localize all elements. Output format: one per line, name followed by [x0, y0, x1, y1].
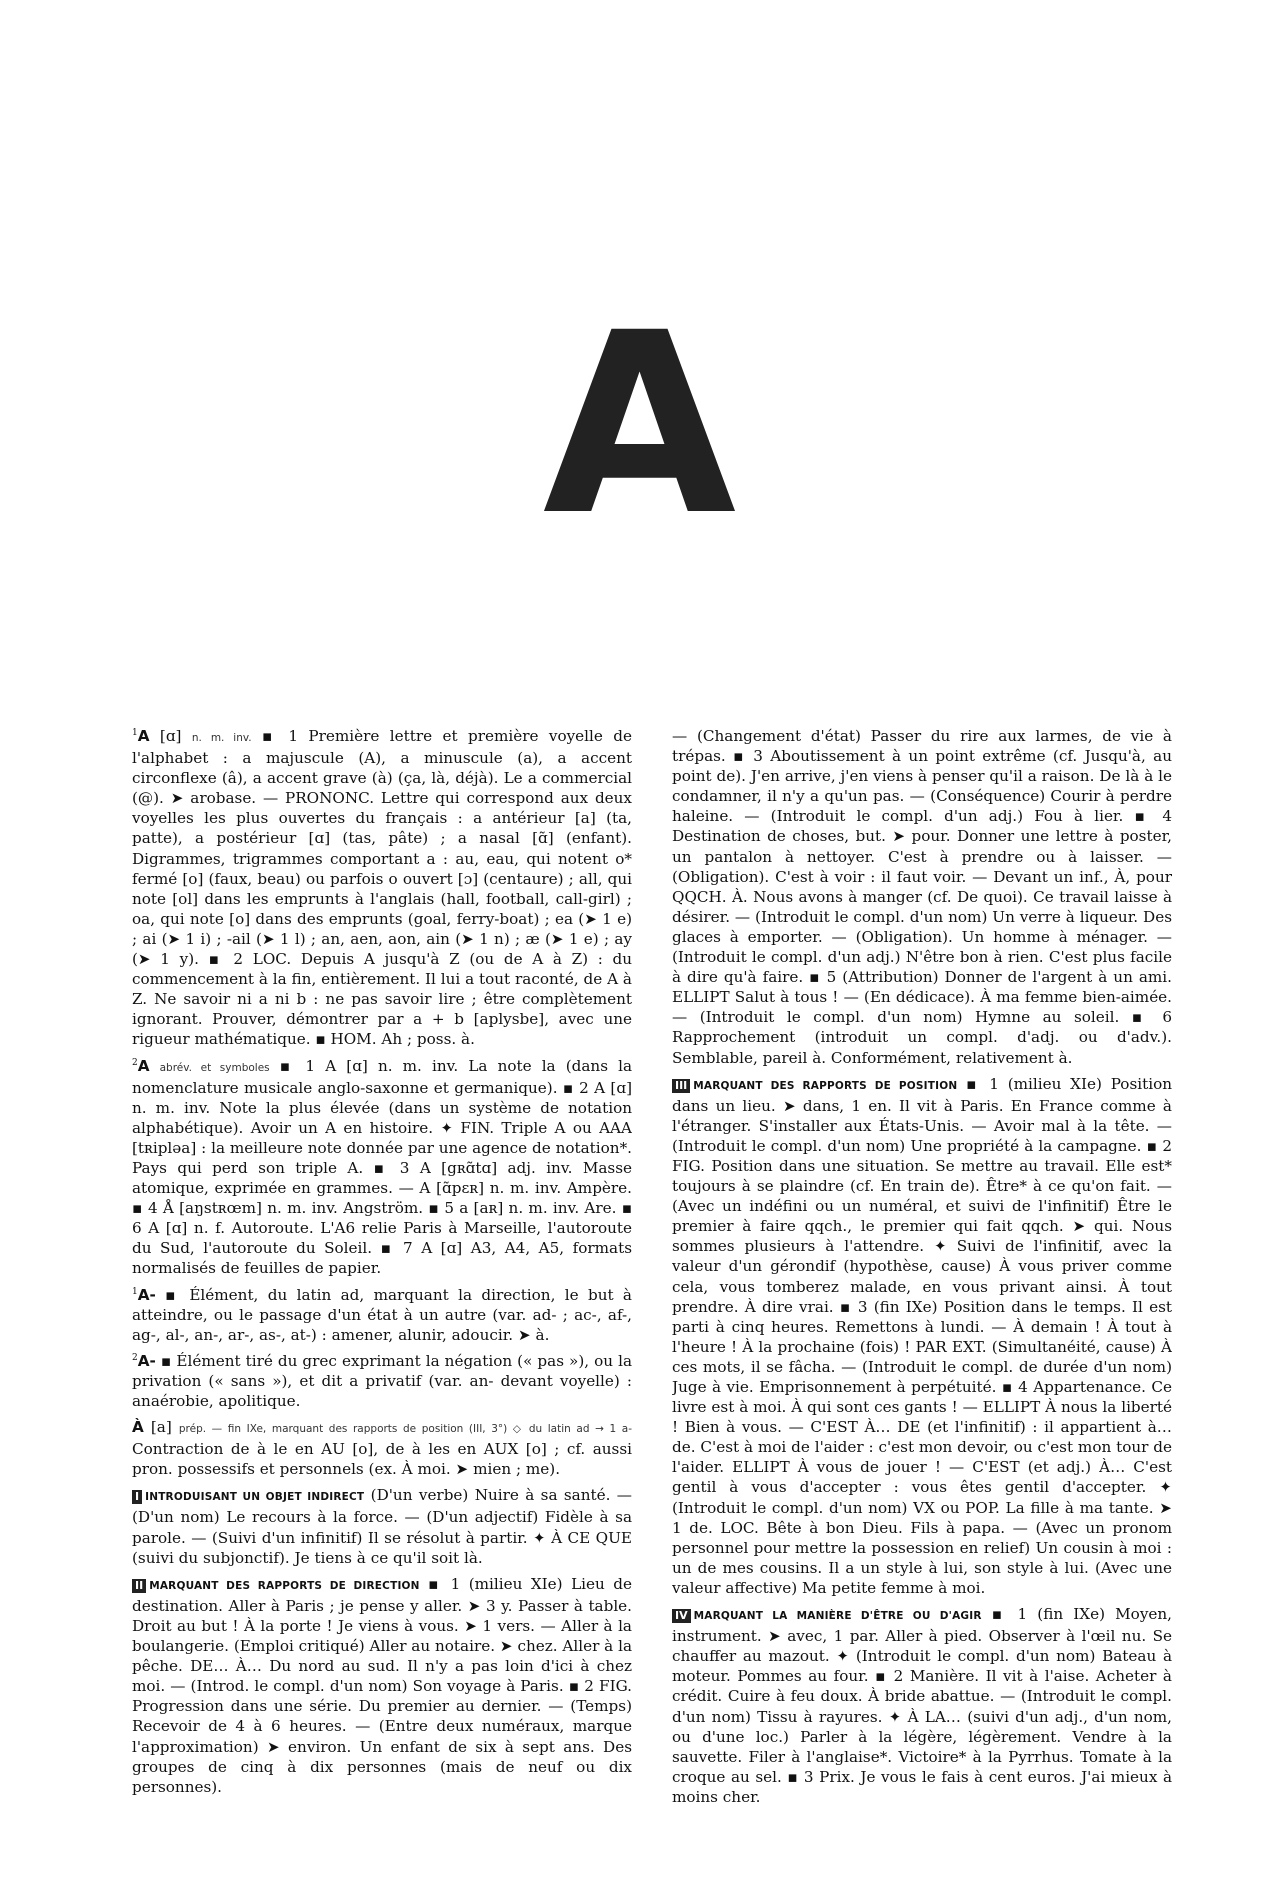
section-number: II [132, 1579, 146, 1593]
dictionary-entry [132, 1285, 632, 1345]
dictionary-entry [132, 726, 632, 1050]
homonym-number: 2 [132, 1057, 138, 1068]
dictionary-entry [132, 1417, 632, 1479]
dictionary-entry [132, 1351, 632, 1411]
section-title: MARQUANT DES RAPPORTS DE DIRECTION [149, 1579, 420, 1592]
pronunciation: [ɑ] [149, 727, 192, 745]
headword: A [137, 727, 150, 745]
pronunciation: [a] [143, 1418, 179, 1437]
section-number: IV [672, 1609, 691, 1623]
section-number: I [132, 1490, 142, 1504]
entry-definition: ▪ 1 A [ɑ] n. m. inv. La note la (dans la nomenclature musicale anglo-saxonne et germanique). ▪ 2 A [ɑ] n. m. inv. Note la plus élevée (dans un système de notation alphabétique). Avoir un A en histoire. ✦ FIN. Triple A ou AAA [tʀipləa] : la meilleure note donnée par une agence de notation*. Pays qui perd son triple A. ▪ 3 A [gʀɑ̃tɑ] adj. inv. Masse atomique, exprimée en grammes. — A [ɑ̃pɛʀ] n. m. inv. Ampère. ▪ 4 Å [aŋstʀœm] n. m. inv. Angström. ▪ 5 a [aʀ] n. m. inv. Are. ▪ 6 A [ɑ] n. f. Autoroute. L'A6 relie Paris à Marseille, l'autoroute du Sud, l'autoroute du Soleil. ▪ 7 A [ɑ] A3, A4, A5, formats normalisés de feuilles de papier. [132, 1056, 632, 1278]
headword: A- [137, 1285, 156, 1304]
grammar-label: prép. — fin IXe, marquant des rapports de position (III, 3°) ◇ du latin ad → 1 a- [178, 1423, 632, 1436]
dictionary-entry [132, 1574, 632, 1797]
entry-definition: ▪ 1 (fin IXe) Moyen, instrument. ➤ avec, 1 par. Aller à pied. Observer à l'œil nu. Se chauffer au mazout. ✦ (Introduit le compl. d'un nom) Bateau à moteur. Pommes au four. ▪ 2 Manière. Il vit à l'aise. Acheter à crédit. Cuire à feu doux. À bride abattue. — (Introduit le compl. d'un nom) Tissu à rayures. ✦ À LA… (suivi d'un adj., d'un nom, ou d'une loc.) Parler à la légère, légèrement. Vendre à la sauvette. Filer à l'anglaise*. Victoire* à la Pyrrhus. Tomate à la croque au sel. ▪ 3 Prix. Je vous le fais à cent euros. J'ai mieux à moins cher. [672, 1605, 1172, 1806]
homonym-number: 1 [132, 1286, 138, 1297]
grammar-label: n. m. inv. [191, 732, 252, 744]
section-title: MARQUANT DES RAPPORTS DE POSITION [693, 1079, 958, 1092]
grammar-label: abrév. et symboles [159, 1061, 270, 1074]
dictionary-entry [132, 1056, 632, 1279]
dictionary-entry [132, 1485, 632, 1567]
dictionary-entry [672, 1074, 1172, 1598]
headword: A- [137, 1351, 156, 1370]
homonym-number: 1 [132, 727, 138, 738]
entry-definition: ▪ 1 (milieu XIe) Position dans un lieu. ➤ dans, 1 en. Il vit à Paris. En France comme à l'étranger. S'installer aux États-Unis. — Avoir mal à la tête. — (Introduit le compl. d'un nom) Une propriété à la campagne. ▪ 2 FIG. Position dans une situation. Se mettre au travail. Elle est* toujours à se plaindre (cf. En train de). Être* à ce qu'on fait. — (Avec un indéfini ou un numéral, et suivi de l'infinitif) Être le premier à faire qqch., le premier qui fait qqch. ➤ qui. Nous sommes plusieurs à l'attendre. ✦ Suivi de l'infinitif, avec la valeur d'un gérondif (hypothèse, cause) À vous priver comme cela, vous tomberez malade, en vous privant ainsi. À tout prendre. À dire vrai. ▪ 3 (fin IXe) Position dans le temps. Il est parti à cinq heures. Remettons à lundi. — À demain ! À tout à l'heure ! À la prochaine (fois) ! PAR EXT. (Simultanéité, cause) À ces mots, il se fâcha. — (Introduit le compl. de durée d'un nom) Juge à vie. Emprisonnement à perpétuité. ▪ 4 Appartenance. Ce livre est à moi. À qui sont ces gants ! — ELLIPT À nous la liberté ! Bien à vous. — C'EST À… DE (et l'infinitif) : il appartient à… de. C'est à moi de l'aider : c'est mon devoir, ou c'est mon tour de l'aider. ELLIPT À vous de jouer ! — C'EST (et adj.) À… C'est gentil à vous d'accepter : vous êtes gentil d'accepter. ✦ (Introduit le compl. d'un nom) VX ou POP. La fille à ma tante. ➤ 1 de. LOC. Bête à bon Dieu. Fils à papa. — (Avec un pronom personnel pour mettre la possession en relief) Un cousin à moi : un de mes cousins. Il a un style à lui, son style à lui. (Avec une valeur affective) Ma petite femme à moi. [672, 1074, 1172, 1597]
headword: À [132, 1418, 144, 1437]
dictionary-entry [672, 726, 1172, 1068]
entry-definition: ▪ Élément, du latin ad, marquant la direction, le but à atteindre, ou le passage d'un état à un autre (var. ad- ; ac-, af-, ag-, al-, an-, ar-, as-, at-) : amener, alunir, adoucir. ➤ à. [132, 1285, 632, 1344]
headword: A [137, 1056, 150, 1075]
entry-definition: ▪ 1 Première lettre et première voyelle de l'alphabet : a majuscule (A), a minuscule (a), a accent circonflexe (â), a accent grave (à) (ça, là, déjà). Le a commercial (@). ➤ arobase. — PRONONC. Lettre qui correspond aux deux voyelles les plus ouvertes du français : a antérieur [a] (ta, patte), a postérieur [ɑ] (tas, pâte) ; a nasal [ɑ̃] (enfant). Digrammes, trigrammes comportant a : au, eau, qui notent o* fermé [o] (faux, beau) ou parfois o ouvert [ɔ] (centaure) ; all, qui note [ol] dans les emprunts à l'anglais (hall, football, call-girl) ; oa, qui note [o] dans des emprunts (goal, ferry-boat) ; ea (➤ 1 e) ; ai (➤ 1 i) ; -ail (➤ 1 l) ; an, aen, aon, ain (➤ 1 n) ; æ (➤ 1 e) ; ay (➤ 1 y). ▪ 2 LOC. Depuis A jusqu'à Z (ou de A à Z) : du commencement à la fin, entièrement. Il lui a tout raconté, de A à Z. Ne savoir ni a ni b : ne pas savoir lire ; être complètement ignorant. Prouver, démontrer par a + b [aplysbe], avec une rigueur mathématique. ▪ HOM. Ah ; poss. à. [132, 727, 632, 1049]
left-column [132, 726, 632, 1876]
dictionary-entry [672, 1604, 1172, 1807]
entry-definition: (D'un verbe) Nuire à sa santé. — (D'un nom) Le recours à la force. — (D'un adjectif) Fidèle à sa parole. — (Suivi d'un infinitif) Il se résolut à partir. ✦ À CE QUE (suivi du subjonctif). Je tiens à ce qu'il soit là. [132, 1486, 632, 1567]
entry-definition: ▪ Élément tiré du grec exprimant la négation (« pas »), ou la privation (« sans »), et dit a privatif (var. an- devant voyelle) : anaérobie, apolitique. [132, 1351, 632, 1410]
entry-definition: Contraction de à le en AU [o], de à les en AUX [o] ; cf. aussi pron. possessifs et personnels (ex. À moi. ➤ mien ; me). [132, 1440, 632, 1479]
entry-definition: — (Changement d'état) Passer du rire aux larmes, de vie à trépas. ▪ 3 Aboutissement à un point extrême (cf. Jusqu'à, au point de). J'en arrive, j'en viens à penser qu'il a raison. De là à le condamner, il n'y a qu'un pas. — (Conséquence) Courir à perdre haleine. — (Introduit le compl. d'un adj.) Fou à lier. ▪ 4 Destination de choses, but. ➤ pour. Donner une lettre à poster, un pantalon à nettoyer. C'est à prendre ou à laisser. — (Obligation). C'est à voir : il faut voir. — Devant un inf., À, pour QQCH. À. Nous avons à manger (cf. De quoi). Ce travail laisse à désirer. — (Introduit le compl. d'un nom) Un verre à liqueur. Des glaces à emporter. — (Obligation). Un homme à ménager. — (Introduit le compl. d'un adj.) N'être bon à rien. C'est plus facile à dire qu'à faire. ▪ 5 (Attribution) Donner de l'argent à un ami. ELLIPT Salut à tous ! — (En dédicace). À ma femme bien-aimée. — (Introduit le compl. d'un nom) Hymne au soleil. ▪ 6 Rapprochement (introduit un compl. d'adj. ou d'adv.). Semblable, pareil à. Conformément, relativement à. [672, 727, 1172, 1067]
section-letter: A [542, 279, 737, 570]
dictionary-columns [132, 726, 1172, 1876]
section-number: III [672, 1079, 690, 1093]
section-title: INTRODUISANT UN OBJET INDIRECT [145, 1491, 365, 1504]
right-column [672, 726, 1172, 1876]
homonym-number: 2 [132, 1352, 138, 1363]
section-title: MARQUANT LA MANIÈRE D'ÊTRE OU D'AGIR [693, 1610, 982, 1623]
entry-definition: ▪ 1 (milieu XIe) Lieu de destination. Aller à Paris ; je pense y aller. ➤ 3 y. Passer à table. Droit au but ! À la porte ! Je viens à vous. ➤ 1 vers. — Aller à la boulangerie. (Emploi critiqué) Aller au notaire. ➤ chez. Aller à la pêche. DE… À… Du nord au sud. Il n'y a pas loin d'ici à chez moi. — (Introd. le compl. d'un nom) Son voyage à Paris. ▪ 2 FIG. Progression dans une série. Du premier au dernier. — (Temps) Recevoir de 4 à 6 heures. — (Entre deux numéraux, marque l'approximation) ➤ environ. Un enfant de six à sept ans. Des groupes de cinq à dix personnes (mais de neuf ou dix personnes). [132, 1574, 632, 1796]
